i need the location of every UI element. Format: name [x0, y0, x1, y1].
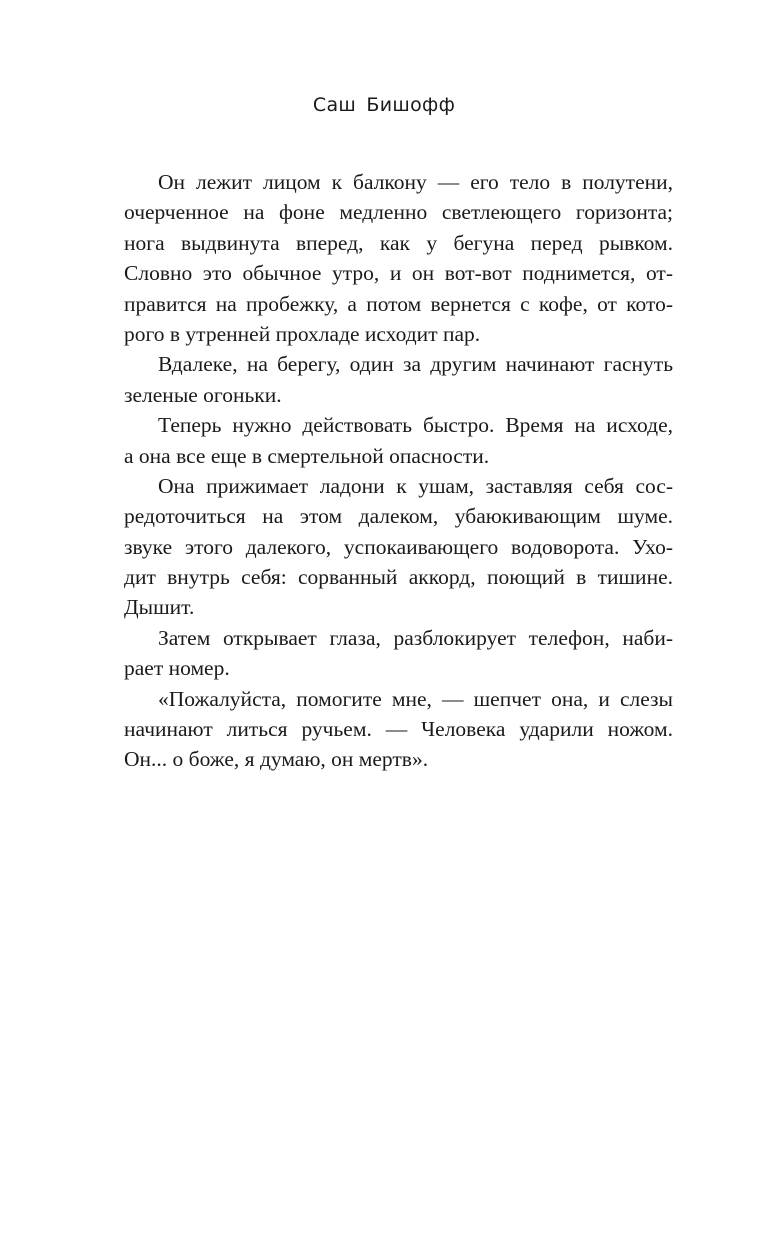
text-line: дит внутрь себя: сорванный аккорд, поющий в тишине. — [124, 565, 673, 590]
text-line: Он... о боже, я думаю, он мертв». — [124, 747, 429, 772]
text-line: редоточиться на этом далеком, убаюкивающим шуме. — [124, 504, 673, 529]
text-line: рого в утренней прохладе исходит пар. — [124, 321, 481, 346]
paragraph-1 — [124, 167, 673, 349]
text-line: Затем открывает глаза, разблокирует телефон, наби- — [158, 625, 673, 650]
running-head-author: Саш Бишофф — [312, 94, 456, 116]
paragraph-4 — [124, 471, 673, 623]
text-line: очерченное на фоне медленно светлеющего горизонта; — [124, 200, 673, 225]
paragraph-3 — [124, 410, 673, 471]
text-line: правится на пробежку, а потом вернется с кофе, от кото- — [124, 291, 673, 316]
text-line: Она прижимает ладони к ушам, заставляя себя сос- — [158, 473, 673, 498]
text-line: «Пожалуйста, помогите мне, — шепчет она, и слезы — [158, 686, 673, 711]
text-line: Словно это обычное утро, и он вот-вот поднимется, от- — [124, 261, 673, 286]
text-line: зеленые огоньки. — [124, 382, 282, 407]
text-line: Вдалеке, на берегу, один за другим начинают гаснуть — [158, 352, 673, 377]
body-text — [124, 167, 673, 775]
text-line: а она все еще в смертельной опасности. — [124, 443, 490, 468]
text-line: звуке этого далекого, успокаивающего водоворота. Ухо- — [124, 534, 673, 559]
text-line: Теперь нужно действовать быстро. Время на исходе, — [158, 413, 673, 438]
text-line: Он лежит лицом к балкону — его тело в полутени, — [158, 170, 673, 194]
text-line: начинают литься ручьем. — Человека ударили ножом. — [124, 717, 673, 742]
text-line: Дышит. — [124, 595, 195, 620]
paragraph-2 — [124, 349, 673, 410]
paragraph-5 — [124, 623, 673, 684]
text-line: нога выдвинута вперед, как у бегуна перед рывком. — [124, 230, 673, 255]
paragraph-6 — [124, 684, 673, 775]
text-line: рает номер. — [124, 656, 230, 681]
